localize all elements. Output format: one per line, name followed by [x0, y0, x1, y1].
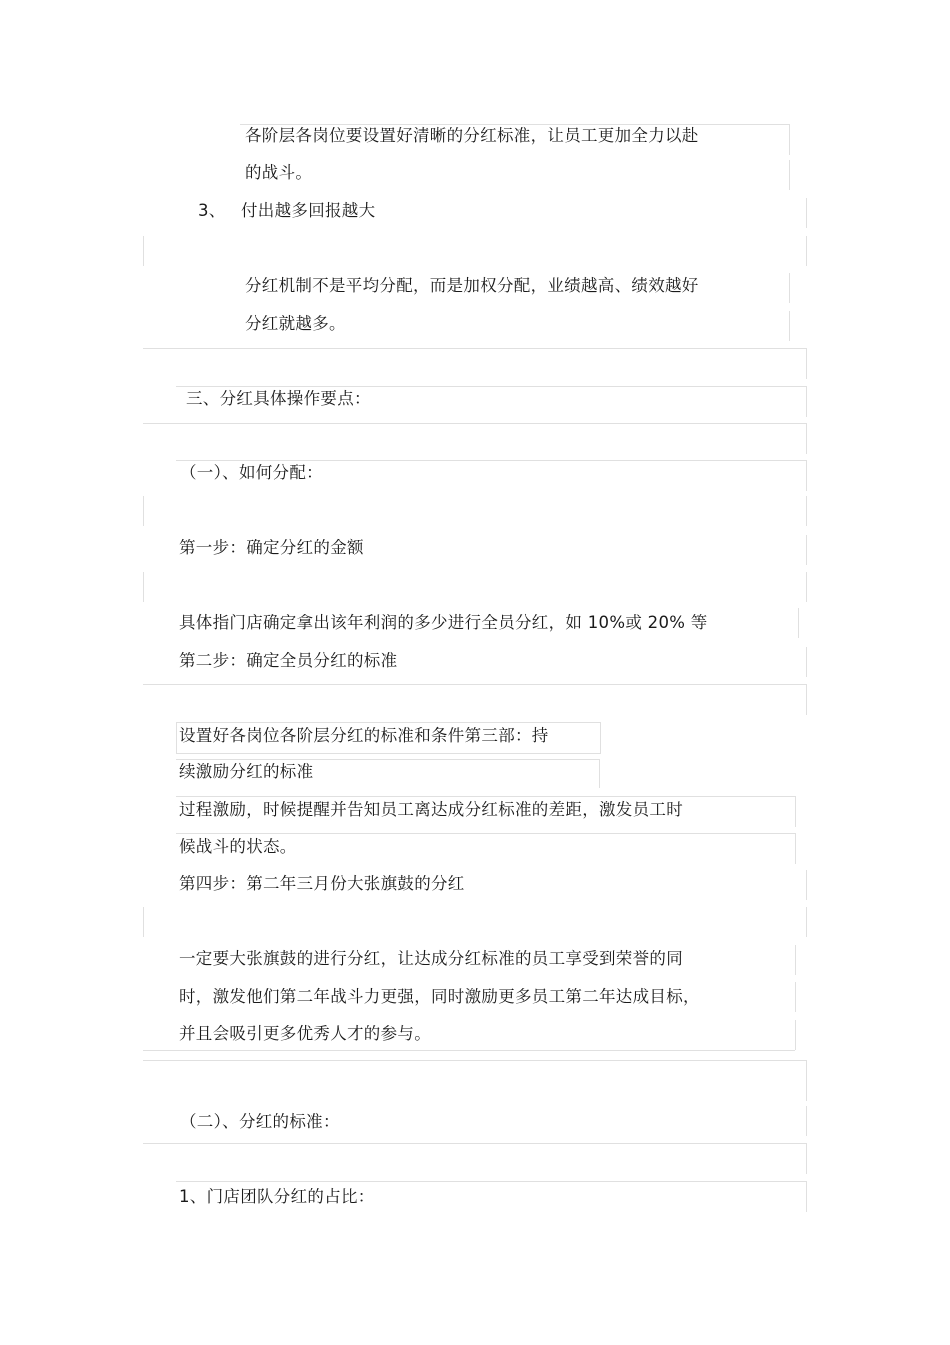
frame-line	[795, 1020, 796, 1050]
frame-line	[795, 982, 796, 1012]
frame-line	[806, 870, 807, 900]
frame-line	[806, 496, 807, 526]
paragraph-line: 的战斗。	[245, 163, 313, 182]
paragraph-line: 设置好各岗位各阶层分红的标准和条件第三部：持	[179, 726, 549, 745]
frame-line	[806, 198, 807, 228]
frame-line	[143, 423, 807, 454]
frame-line	[143, 236, 144, 266]
frame-line	[143, 1050, 795, 1051]
frame-line	[789, 160, 790, 190]
frame-line	[806, 647, 807, 677]
frame-line	[143, 684, 807, 715]
frame-line	[806, 535, 807, 565]
frame-line	[789, 273, 790, 303]
frame-line	[798, 608, 799, 638]
frame-line	[143, 348, 807, 379]
frame-line	[806, 572, 807, 602]
frame-line	[143, 907, 144, 937]
paragraph-line: 各阶层各岗位要设置好清晰的分红标准，让员工更加全力以赴	[245, 126, 699, 145]
subsection-heading: （二）、分红的标准：	[180, 1112, 340, 1131]
subsection-heading: （一）、如何分配：	[180, 463, 323, 482]
list-item-title: 付出越多回报越大	[241, 201, 376, 220]
paragraph-line: 续激励分红的标准	[179, 762, 314, 781]
frame-line	[143, 496, 144, 526]
paragraph-line: 并且会吸引更多优秀人才的参与。	[179, 1024, 431, 1043]
section-heading: 三、分红具体操作要点：	[186, 389, 371, 408]
frame-line	[806, 236, 807, 266]
paragraph-line: 一定要大张旗鼓的进行分红，让达成分红标准的员工享受到荣誉的同	[179, 949, 683, 968]
list-item-number: 3、	[198, 201, 226, 220]
frame-line	[806, 907, 807, 937]
step-heading: 第四步：第二年三月份大张旗鼓的分红	[179, 874, 465, 893]
paragraph-line: 过程激励，时候提醒并告知员工离达成分红标准的差距，激发员工时	[179, 800, 683, 819]
frame-line	[143, 1143, 807, 1174]
list-item-heading: 1、门店团队分红的占比：	[179, 1187, 375, 1206]
frame-line	[806, 1106, 807, 1136]
frame-line	[795, 945, 796, 975]
paragraph-line: 时，激发他们第二年战斗力更强，同时激励更多员工第二年达成目标，	[179, 987, 700, 1006]
paragraph-line: 分红机制不是平均分配，而是加权分配，业绩越高、绩效越好	[245, 276, 699, 295]
paragraph-line: 分红就越多。	[245, 314, 346, 333]
frame-line	[789, 311, 790, 341]
frame-line	[143, 1060, 807, 1101]
frame-line	[143, 572, 144, 602]
step-heading: 第二步：确定全员分红的标准	[179, 651, 398, 670]
step-heading: 第一步：确定分红的金额	[179, 538, 364, 557]
paragraph-line: 具体指门店确定拿出该年利润的多少进行全员分红，如 10%或 20% 等	[179, 613, 708, 632]
paragraph-line: 候战斗的状态。	[179, 837, 297, 856]
